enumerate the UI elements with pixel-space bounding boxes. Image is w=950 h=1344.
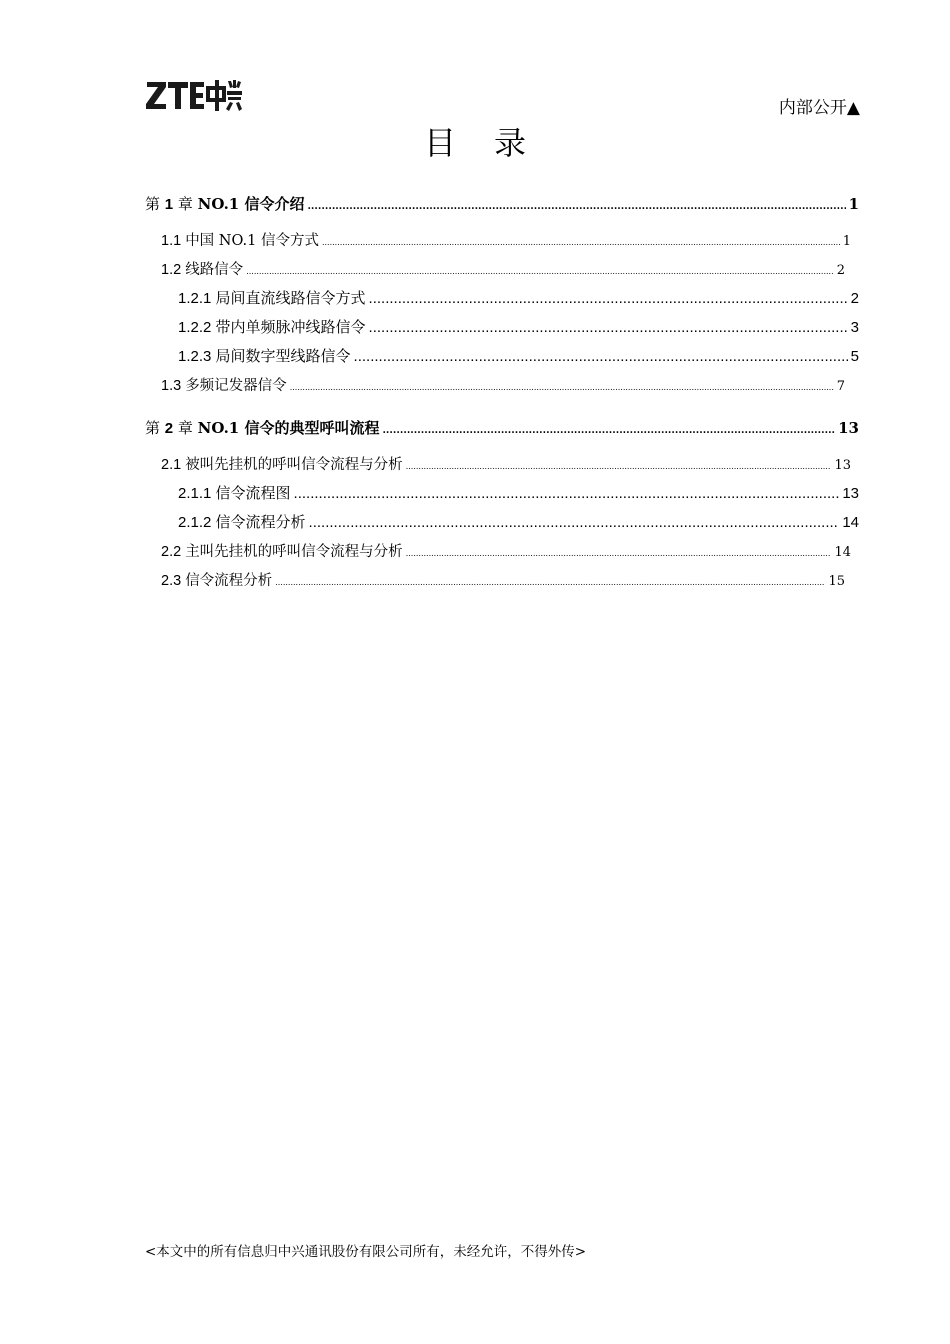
toc-section-entry[interactable] <box>145 258 859 287</box>
toc-dot-leader <box>309 513 840 531</box>
toc-entry-label: 1.1 中国 NO.1 信令方式 <box>161 233 319 249</box>
toc-dot-leader <box>322 233 840 249</box>
toc-dot-leader <box>294 484 840 502</box>
toc-page-number: 15 <box>828 574 845 589</box>
toc-entry-label: 1.2.2 带内单频脉冲线路信令 <box>178 318 366 336</box>
toc-page-number: 7 <box>836 379 845 394</box>
toc-section-entry[interactable] <box>145 569 859 598</box>
confidentiality-footer: <本文中的所有信息归中兴通讯股份有限公司所有，未经允许，不得外传> <box>145 1244 587 1260</box>
toc-entry-label: 第 2 章 NO.1 信令的典型呼叫流程 <box>145 419 380 437</box>
toc-entry-label: 第 1 章 NO.1 信令介绍 <box>145 195 305 213</box>
toc-subsection-entry[interactable] <box>145 316 859 345</box>
toc-entry-label: 2.2 主叫先挂机的呼叫信令流程与分析 <box>161 544 403 560</box>
toc-dot-leader <box>307 195 845 213</box>
toc-dot-leader <box>354 347 848 365</box>
toc-dot-leader <box>406 544 832 560</box>
toc-section-entry[interactable] <box>145 374 859 403</box>
toc-dot-leader <box>369 318 848 336</box>
toc-entry-label: 2.1.2 信令流程分析 <box>178 513 306 531</box>
toc-page-number: 5 <box>850 348 859 365</box>
toc-entry-label: 2.1 被叫先挂机的呼叫信令流程与分析 <box>161 457 403 473</box>
toc-page-number: 14 <box>834 545 851 560</box>
toc-page-number: 1 <box>842 234 851 249</box>
toc-page-number: 13 <box>842 485 859 502</box>
toc-subsection-entry[interactable] <box>145 287 859 316</box>
toc-page-number: 14 <box>842 514 859 531</box>
toc-dot-leader <box>246 262 834 278</box>
toc-entry-label: 1.2.1 局间直流线路信令方式 <box>178 289 366 307</box>
toc-page-number: 13 <box>838 419 859 437</box>
toc-section-entry[interactable] <box>145 540 859 569</box>
toc-subsection-entry[interactable] <box>145 482 859 511</box>
toc-section-entry[interactable] <box>145 453 859 482</box>
toc-dot-leader <box>275 573 825 589</box>
toc-subsection-entry[interactable] <box>145 345 859 374</box>
toc-dot-leader <box>290 378 834 394</box>
toc-dot-leader <box>369 289 848 307</box>
toc-entry-label: 1.2 线路信令 <box>161 262 244 278</box>
toc-page-number: 13 <box>834 458 851 473</box>
toc-entry-label: 2.1.1 信令流程图 <box>178 484 291 502</box>
toc-entry-label: 1.2.3 局间数字型线路信令 <box>178 347 351 365</box>
toc-page-number: 2 <box>850 290 859 307</box>
toc-entry-label: 2.3 信令流程分析 <box>161 573 273 589</box>
toc-subsection-entry[interactable] <box>145 511 859 540</box>
toc-dot-leader <box>406 457 832 473</box>
toc-page-number: 2 <box>836 263 845 278</box>
toc-section-entry[interactable] <box>145 229 859 258</box>
toc-page-number: 3 <box>850 319 859 336</box>
zte-logo <box>146 78 242 114</box>
toc-entry-label: 1.3 多频记发器信令 <box>161 378 287 394</box>
toc-chapter-entry[interactable] <box>145 193 859 217</box>
zte-logo-icon <box>146 78 242 114</box>
table-of-contents <box>145 193 859 598</box>
page-title: 目录 <box>423 124 564 162</box>
toc-page-number: 1 <box>848 195 859 213</box>
toc-chapter-entry[interactable] <box>145 417 859 441</box>
toc-dot-leader <box>382 419 835 437</box>
classification-label: 内部公开▲ <box>778 98 860 118</box>
